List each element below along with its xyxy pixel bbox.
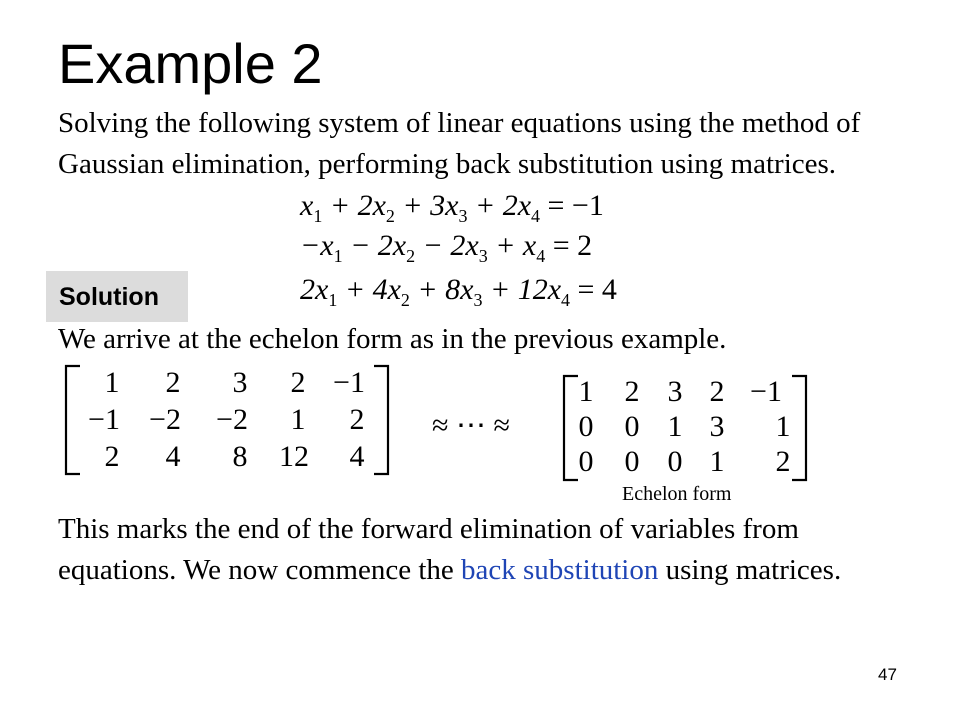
matrix-cell: −1 xyxy=(750,375,782,408)
matrix-cell: 1 xyxy=(709,445,725,478)
matrix-cell: 1 xyxy=(775,410,791,443)
echelon-sentence: We arrive at the echelon form as in the previous example. xyxy=(58,323,727,355)
matrix-cell: −2 xyxy=(149,403,181,436)
matrix-cell: 2 xyxy=(349,403,365,436)
matrix-cell: 1 xyxy=(667,410,683,443)
matrix-cell: 2 xyxy=(775,445,791,478)
matrix-cell: −1 xyxy=(333,366,365,399)
outro-text-start: This marks the end of the forward elimination of variables from equations. We now commence the xyxy=(58,513,799,586)
matrix-cell: −1 xyxy=(88,403,120,436)
row-equivalence-symbol: ≈ ⋯ ≈ xyxy=(432,409,510,442)
right-bracket xyxy=(374,366,388,474)
matrix-cell: 12 xyxy=(279,440,309,473)
right-bracket xyxy=(792,376,806,480)
matrix-cell: −2 xyxy=(216,403,248,436)
matrix-cell: 0 xyxy=(624,445,640,478)
left-bracket xyxy=(66,366,80,474)
equation-2: $-x_1 - 2x_2 - 2x_3 + x_4 = 2$ xyxy=(300,229,593,266)
matrix-cell: 1 xyxy=(104,366,120,399)
matrix-cell: 2 xyxy=(104,440,120,473)
matrix-cell: 4 xyxy=(349,440,365,473)
back-substitution-highlight: back substitution xyxy=(461,554,659,586)
echelon-matrix xyxy=(560,372,810,484)
matrix-cell: 2 xyxy=(290,366,306,399)
matrix-cell: 1 xyxy=(578,375,594,408)
outro-text-end: using matrices. xyxy=(665,554,842,586)
left-bracket xyxy=(564,376,578,480)
slide-title: Example 2 xyxy=(58,32,323,95)
outro-paragraph xyxy=(58,509,898,591)
matrix-cell: 0 xyxy=(578,445,594,478)
matrix-cell: 2 xyxy=(165,366,181,399)
augmented-matrix xyxy=(62,362,392,478)
equation-1: $x_1 + 2x_2 + 3x_3 + 2x_4 = -1$ xyxy=(300,189,604,226)
matrix-cell: 2 xyxy=(624,375,640,408)
matrix-cell: 3 xyxy=(667,375,683,408)
matrix-cell: 1 xyxy=(290,403,306,436)
equation-3: $2x_1 + 4x_2 + 8x_3 + 12x_4 = 4$ xyxy=(300,273,617,310)
solution-label: Solution xyxy=(59,283,159,311)
matrix-cell: 0 xyxy=(578,410,594,443)
echelon-form-caption: Echelon form xyxy=(622,483,732,505)
matrix-cell: 3 xyxy=(709,410,725,443)
matrix-cell: 3 xyxy=(232,366,248,399)
matrix-cell: 8 xyxy=(232,440,248,473)
matrix-cell: 0 xyxy=(667,445,683,478)
matrix-cell: 2 xyxy=(709,375,725,408)
intro-paragraph: Solving the following system of linear equations using the method of Gaussian elimination, performing back substitution using matrices. xyxy=(58,107,861,180)
page-number: 47 xyxy=(878,665,897,684)
matrix-cell: 4 xyxy=(165,440,181,473)
matrix-cell: 0 xyxy=(624,410,640,443)
